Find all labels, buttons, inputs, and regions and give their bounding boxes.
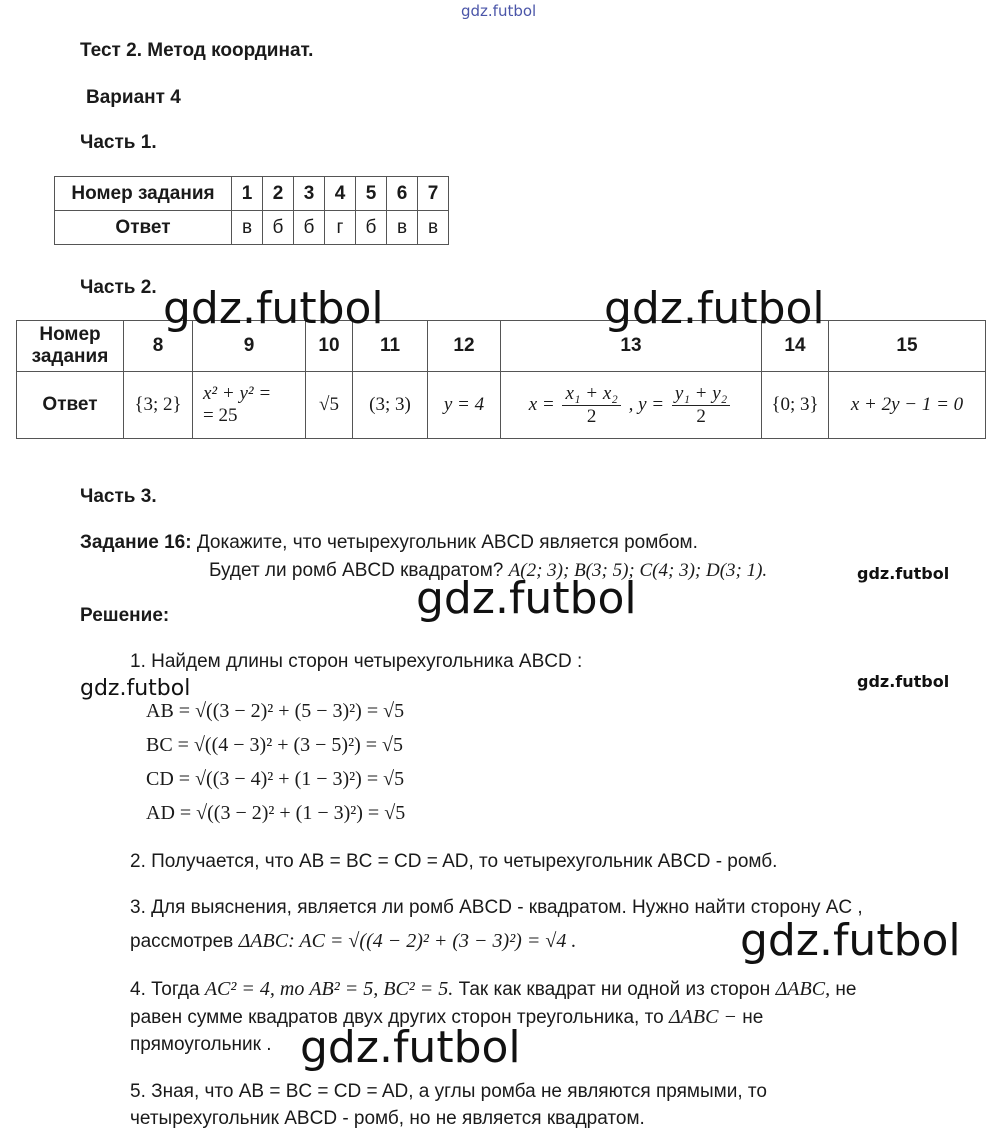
answer-cell: y = 4 — [428, 372, 501, 439]
step-text: 4. Тогда — [130, 979, 200, 1000]
task-cell: 11 — [353, 321, 428, 372]
header-line: задания — [31, 346, 109, 367]
answer-header: Ответ — [17, 372, 124, 439]
task-number-header: Номер задания — [55, 177, 232, 211]
answer-cell: в — [232, 211, 263, 245]
equation-bc: BC = √((4 − 3)² + (3 − 5)²) = √5 — [146, 734, 403, 756]
step-math: ΔABC: AC = √((4 − 2)² + (3 − 3)²) = √4 . — [238, 930, 577, 952]
answer-cell — [193, 372, 306, 439]
step-math: AC² = 4, то AB² = 5, BC² = 5. — [204, 978, 454, 1000]
watermark-small: gdz.futbol — [857, 564, 950, 583]
answer-cell: г — [325, 211, 356, 245]
fraction-denominator: 2 — [696, 405, 706, 427]
task-cell: 7 — [418, 177, 449, 211]
top-watermark: gdz.futbol — [461, 2, 537, 20]
task-cell: 13 — [501, 321, 762, 372]
equation-cd: CD = √((3 − 4)² + (1 − 3)²) = √5 — [146, 768, 405, 790]
watermark: gdz.futbol — [416, 573, 637, 624]
part1-answer-table — [54, 176, 449, 245]
table-row — [55, 211, 449, 245]
task-points: A(2; 3); B(3; 5); C(4; 3); D(3; 1). — [508, 560, 768, 581]
watermark-medium: gdz.futbol — [80, 676, 191, 701]
watermark: gdz.futbol — [604, 283, 825, 334]
part2-answer-table — [16, 320, 986, 439]
task-label: Задание 16: — [80, 532, 192, 553]
step-3-line1: 3. Для выяснения, является ли ромб ABCD - квадратом. Нужно найти сторону AC , — [130, 897, 863, 918]
step-text: не — [835, 979, 857, 1000]
answer-cell: б — [263, 211, 294, 245]
variant-label: Вариант 4 — [86, 87, 181, 108]
task-cell: 15 — [829, 321, 986, 372]
fraction — [562, 383, 620, 428]
part1-heading: Часть 1. — [80, 132, 157, 153]
step-5-line1: 5. Зная, что AB = BC = CD = AD, а углы ромба не являются прямыми, то — [130, 1081, 767, 1102]
answer-cell: {3; 2} — [124, 372, 193, 439]
task-cell: 8 — [124, 321, 193, 372]
watermark: gdz.futbol — [163, 283, 384, 334]
step-5-line2: четырехугольник ABCD - ромб, но не является квадратом. — [130, 1108, 645, 1129]
header-line: Номер — [39, 324, 101, 345]
step-text: равен сумме квадратов двух других сторон треугольника, то — [130, 1007, 664, 1028]
solution-label: Решение: — [80, 605, 170, 626]
table-row — [17, 372, 986, 439]
fraction-numerator: x₁ + x₂ — [562, 383, 620, 406]
step-math: ΔABC, — [775, 978, 831, 1000]
watermark-small: gdz.futbol — [857, 672, 950, 691]
watermark: gdz.futbol — [740, 915, 961, 966]
fraction — [672, 383, 730, 428]
answer-cell: в — [418, 211, 449, 245]
answer-cell: x + 2y − 1 = 0 — [829, 372, 986, 439]
task-cell: 2 — [263, 177, 294, 211]
step-math: ΔABC − — [668, 1006, 737, 1028]
step-text: рассмотрев — [130, 931, 234, 952]
part3-heading: Часть 3. — [80, 486, 157, 507]
answer-cell — [501, 372, 762, 439]
answer-cell: в — [387, 211, 418, 245]
task-text: Докажите, что четырехугольник ABCD является ромбом. — [196, 532, 698, 553]
page-title: Тест 2. Метод координат. — [80, 40, 314, 61]
step-2: 2. Получается, что AB = BC = CD = AD, то четырехугольник ABCD - ромб. — [130, 851, 778, 872]
table-row — [17, 321, 986, 372]
task-cell: 10 — [306, 321, 353, 372]
step-3-line2 — [130, 930, 576, 953]
answer-cell: √5 — [306, 372, 353, 439]
answer-cell: б — [294, 211, 325, 245]
watermark: gdz.futbol — [300, 1022, 521, 1073]
step-text: Так как квадрат ни одной из сторон — [458, 979, 771, 1000]
task-cell: 12 — [428, 321, 501, 372]
equation-ab: AB = √((3 − 2)² + (5 − 3)²) = √5 — [146, 700, 405, 722]
step-4-line3: прямоугольник . — [130, 1034, 272, 1055]
fraction-denominator: 2 — [586, 405, 597, 427]
part2-heading: Часть 2. — [80, 277, 157, 298]
task-cell: 5 — [356, 177, 387, 211]
task-text: Будет ли ромб ABCD квадратом? — [209, 560, 504, 581]
answer-cell: б — [356, 211, 387, 245]
task-cell: 3 — [294, 177, 325, 211]
equation-ad: AD = √((3 − 2)² + (1 − 3)²) = √5 — [146, 802, 406, 824]
answer-header: Ответ — [55, 211, 232, 245]
task16-line1 — [80, 532, 698, 554]
task-cell: 9 — [193, 321, 306, 372]
step-1: 1. Найдем длины сторон четырехугольника ABCD : — [130, 651, 583, 672]
table-row — [55, 177, 449, 211]
step-text: не — [742, 1007, 764, 1028]
answer-cell: (3; 3) — [353, 372, 428, 439]
answer-cell: {0; 3} — [762, 372, 829, 439]
formula-part: x = — [528, 393, 555, 415]
step-4-line1 — [130, 978, 856, 1001]
task-cell: 14 — [762, 321, 829, 372]
task-cell: 4 — [325, 177, 356, 211]
answer-line: x² + y² = — [203, 383, 272, 404]
answer-line: = 25 — [203, 405, 238, 426]
fraction-numerator: y₁ + y₂ — [672, 383, 730, 406]
task-number-header — [17, 321, 124, 372]
task-cell: 6 — [387, 177, 418, 211]
formula-part: , y = — [628, 393, 665, 415]
task-cell: 1 — [232, 177, 263, 211]
